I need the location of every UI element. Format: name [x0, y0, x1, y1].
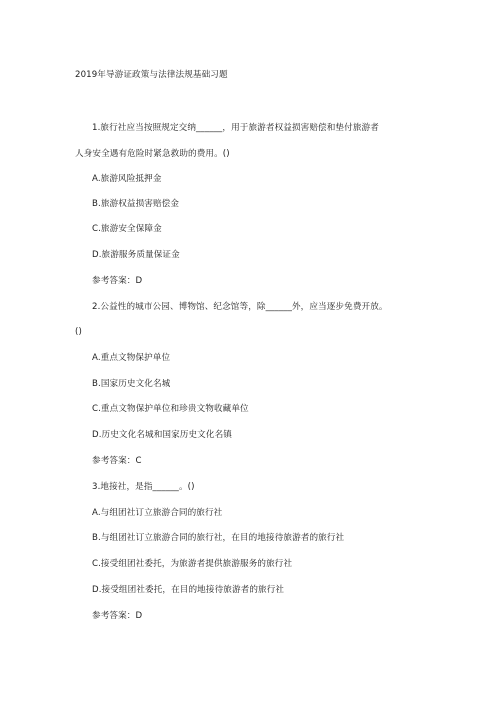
question-1-option-c: C.旅游安全保障金 — [92, 224, 162, 234]
question-2-option-c: C.重点文物保护单位和珍贵文物收藏单位 — [92, 404, 249, 414]
question-3-option-d: D.接受组团社委托，在目的地接待旅游者的旅行社 — [92, 585, 285, 595]
question-3-option-b: B.与组团社订立旅游合同的旅行社，在目的地接待旅游者的旅行社 — [92, 533, 345, 543]
question-3-option-c: C.接受组团社委托，为旅游者提供旅游服务的旅行社 — [92, 559, 293, 569]
question-1-stem-cont: 人身安全遇有危险时紧急救助的费用。() — [75, 149, 230, 159]
question-1-option-d: D.旅游服务质量保证金 — [92, 250, 180, 260]
question-2-option-b: B.国家历史文化名城 — [92, 379, 171, 389]
document-title: 2019年导游证政策与法律法规基础习题 — [75, 70, 228, 80]
question-2-option-d: D.历史文化名城和国家历史文化名镇 — [92, 430, 232, 440]
question-3-option-a: A.与组团社订立旅游合同的旅行社 — [92, 508, 223, 518]
question-2-answer: 参考答案：C — [92, 456, 142, 466]
question-1-option-b: B.旅游权益损害赔偿金 — [92, 199, 180, 209]
question-2-option-a: A.重点文物保护单位 — [92, 353, 171, 363]
question-2-stem-cont: () — [75, 327, 82, 337]
question-1-option-a: A.旅游风险抵押金 — [92, 174, 162, 184]
question-3-answer: 参考答案：D — [92, 611, 143, 621]
question-1-answer: 参考答案：D — [92, 276, 143, 286]
question-1-stem: 1.旅行社应当按照规定交纳______，用于旅游者权益损害赔偿和垫付旅游者 — [92, 123, 379, 133]
question-2-stem: 2.公益性的城市公园、博物馆、纪念馆等，除______外，应当逐步免费开放。 — [92, 302, 388, 312]
question-3-stem: 3.地接社，是指______。() — [92, 482, 195, 492]
